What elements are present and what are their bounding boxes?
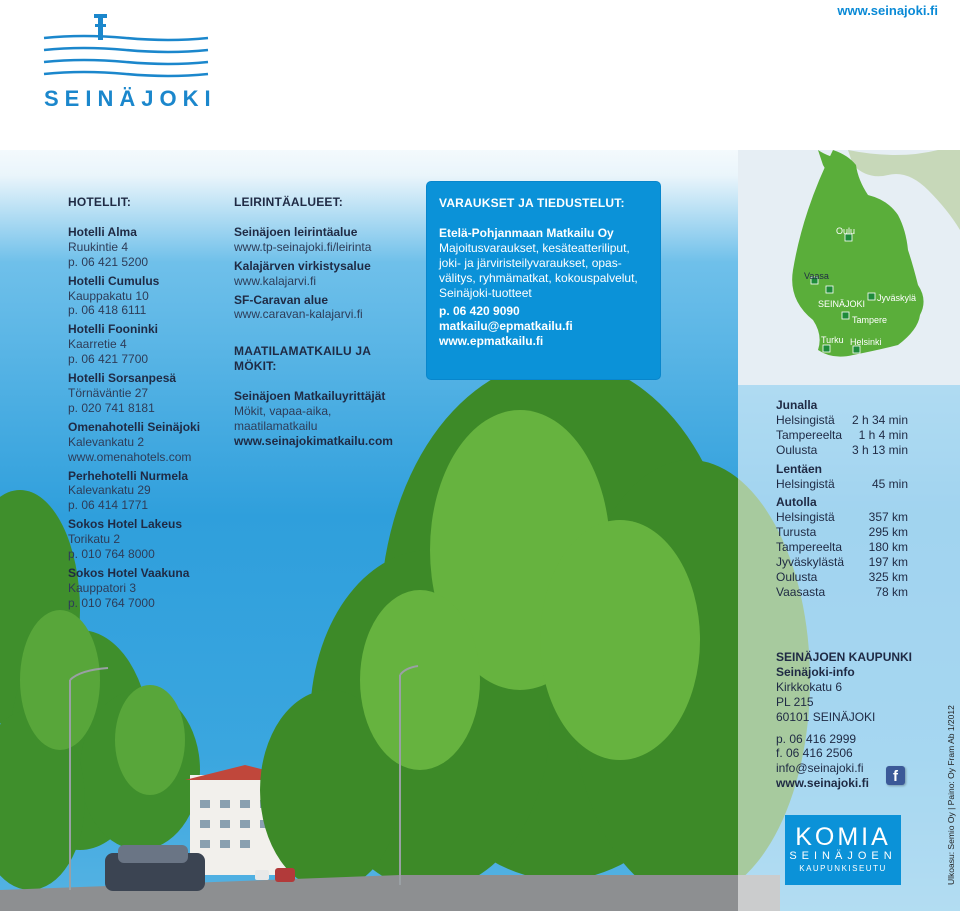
travel-from: Jyväskylästä — [776, 555, 845, 570]
hotel-entry — [68, 469, 218, 514]
map-label-tampere: Tampere — [852, 315, 888, 325]
bookings-heading: VARAUKSET JA TIEDUSTELUT: — [439, 196, 625, 210]
contact-street: Kirkkokatu 6 — [776, 679, 843, 694]
farm-heading: MAATILAMATKAILU JA MÖKIT: — [234, 344, 371, 373]
travel-row — [776, 585, 908, 600]
travel-row — [776, 525, 908, 540]
hotel-address: Törnäväntie 27 — [68, 385, 149, 400]
travel-from: Turusta — [776, 525, 817, 540]
bookings-box — [427, 182, 660, 379]
hotel-entry — [68, 566, 218, 611]
campsite-url[interactable]: www.kalajarvi.fi — [234, 273, 317, 288]
hotel-entry — [68, 420, 218, 465]
hotel-contact: p. 06 418 6111 — [68, 303, 147, 318]
travel-from: Helsingistä — [776, 476, 835, 491]
bookings-email[interactable]: matkailu@epmatkailu.fi — [439, 319, 573, 334]
hotel-name: Hotelli Cumulus — [68, 273, 160, 288]
campsite-url[interactable]: www.caravan-kalajarvi.fi — [234, 307, 363, 322]
hotel-contact: p. 06 414 1771 — [68, 498, 149, 513]
travel-time: 3 h 13 min — [851, 442, 908, 457]
helsinki-marker — [853, 346, 860, 353]
tampere-marker — [842, 312, 849, 319]
hotels-column — [68, 195, 218, 611]
bookings-desc-line: Majoitusvaraukset, kesäteatteriliput, — [439, 240, 630, 255]
hotel-entry — [68, 274, 218, 319]
komia-logo-line1: KOMIA — [795, 823, 891, 851]
travel-time: 45 min — [871, 476, 908, 491]
hotels-heading: HOTELLIT: — [68, 195, 132, 209]
map-label-vaasa: Vaasa — [804, 271, 829, 281]
hotel-contact: p. 020 741 8181 — [68, 400, 155, 415]
travel-time: 325 km — [868, 569, 908, 584]
farm-stays-column — [234, 344, 409, 448]
travel-from: Tampereelta — [776, 540, 843, 555]
seinajoki-marker — [826, 286, 833, 293]
hotel-entry — [68, 225, 218, 270]
hotel-entry — [68, 517, 218, 562]
travel-row — [776, 540, 908, 555]
contact-email[interactable]: info@seinajoki.fi — [776, 761, 864, 776]
travel-times — [776, 398, 908, 600]
campsites-column — [234, 195, 409, 322]
hotel-name: Sokos Hotel Vaakuna — [68, 565, 190, 580]
travel-time: 1 h 4 min — [858, 427, 908, 442]
map-label-seinajoki: SEINÄJOKI — [818, 299, 866, 309]
logo-wordmark: SEINÄJOKI — [44, 86, 217, 111]
hotel-address: Torikatu 2 — [68, 532, 121, 547]
farm-desc-line: maatilamatkailu — [234, 418, 318, 433]
campsite-name: Seinäjoen leirintäalue — [234, 224, 358, 239]
campsites-heading: LEIRINTÄALUEET: — [234, 195, 343, 209]
bookings-phone: p. 06 420 9090 — [439, 304, 520, 319]
farm-desc-line: Mökit, vapaa-aika, — [234, 403, 332, 418]
flight-heading: Lentäen — [776, 461, 823, 476]
travel-from: Oulusta — [776, 569, 818, 584]
travel-row — [776, 428, 908, 443]
farm-url[interactable]: www.seinajokimatkailu.com — [234, 433, 393, 448]
campsite-name: SF-Caravan alue — [234, 292, 329, 307]
komia-logo-line3: KAUPUNKISEUTU — [799, 864, 887, 873]
campsite-entry — [234, 259, 409, 289]
campsite-url[interactable]: www.tp-seinajoki.fi/leirinta — [234, 239, 372, 254]
hotel-address: Kauppakatu 10 — [68, 288, 149, 303]
hotel-address: Ruukintie 4 — [68, 239, 129, 254]
bookings-company: Etelä-Pohjanmaan Matkailu Oy — [439, 225, 614, 240]
hotel-address: Kauppatori 3 — [68, 580, 137, 595]
farm-name: Seinäjoen Matkailuyrittäjät — [234, 388, 386, 403]
hotel-contact[interactable]: www.omenahotels.com — [68, 449, 192, 464]
train-heading: Junalla — [776, 398, 818, 412]
site-url-link[interactable]: www.seinajoki.fi — [837, 3, 938, 18]
travel-from: Tampereelta — [776, 427, 843, 442]
bookings-desc-line: välitys, ryhmämatkat, kokouspalvelut, — [439, 270, 638, 285]
hotel-contact: p. 06 421 7700 — [68, 352, 149, 367]
campsite-name: Kalajärven virkistysalue — [234, 258, 371, 273]
campsite-entry — [234, 293, 409, 323]
komia-logo-line2: SEINÄJOEN — [789, 850, 897, 862]
hotel-address: Kalevankatu 2 — [68, 434, 145, 449]
finland-map — [738, 150, 960, 385]
map-label-helsinki: Helsinki — [850, 337, 882, 347]
map-label-oulu: Oulu — [836, 226, 856, 236]
travel-row — [776, 570, 908, 585]
hotel-address: Kaarretie 4 — [68, 337, 127, 352]
hotel-name: Hotelli Fooninki — [68, 322, 158, 337]
travel-time: 2 h 34 min — [851, 412, 908, 427]
contact-heading: SEINÄJOEN KAUPUNKI — [776, 650, 913, 664]
hotel-entry — [68, 322, 218, 367]
bookings-desc-line: Seinäjoki-tuotteet — [439, 285, 532, 300]
map-label-turku: Turku — [821, 335, 844, 345]
hotel-address: Kalevankatu 29 — [68, 483, 151, 498]
travel-time: 357 km — [868, 510, 908, 525]
travel-row — [776, 555, 908, 570]
travel-row — [776, 413, 908, 428]
bookings-desc-line: joki- ja järviristeilyvaraukset, opas- — [439, 255, 622, 270]
travel-from: Oulusta — [776, 442, 818, 457]
komia-logo — [785, 815, 901, 885]
travel-row — [776, 443, 908, 458]
contact-web[interactable]: www.seinajoki.fi — [776, 776, 869, 791]
contact-phone: p. 06 416 2999 — [776, 731, 857, 746]
hotel-entry — [68, 371, 218, 416]
car-heading: Autolla — [776, 495, 817, 510]
turku-marker — [823, 345, 830, 352]
contact-po-box: PL 215 — [776, 694, 814, 709]
hotel-name: Omenahotelli Seinäjoki — [68, 419, 201, 434]
travel-from: Helsingistä — [776, 412, 835, 427]
contact-office: Seinäjoki-info — [776, 664, 855, 679]
print-credit: Ulkoasu: Semio Oy | Paino: Oy Fram Ab 1/2012 — [946, 705, 956, 885]
bookings-web[interactable]: www.epmatkailu.fi — [439, 334, 544, 349]
travel-row — [776, 510, 908, 525]
hotel-name: Hotelli Alma — [68, 224, 137, 239]
map-label-jyvaskyla: Jyväskylä — [877, 293, 917, 303]
contact-fax: f. 06 416 2506 — [776, 746, 853, 761]
hotel-contact: p. 010 764 8000 — [68, 547, 155, 562]
travel-row — [776, 477, 908, 492]
travel-from: Vaasasta — [776, 584, 826, 599]
hotel-name: Perhehotelli Nurmela — [68, 468, 189, 483]
travel-time: 78 km — [875, 584, 908, 599]
travel-time: 197 km — [868, 555, 908, 570]
jyvaskyla-marker — [868, 293, 875, 300]
contact-postal: 60101 SEINÄJOKI — [776, 709, 876, 724]
hotel-name: Hotelli Sorsanpesä — [68, 371, 177, 386]
campsite-entry — [234, 225, 409, 255]
facebook-icon[interactable]: f — [886, 766, 905, 785]
travel-time: 180 km — [868, 540, 908, 555]
hotel-name: Sokos Hotel Lakeus — [68, 517, 183, 532]
travel-from: Helsingistä — [776, 510, 835, 525]
travel-time: 295 km — [868, 525, 908, 540]
hotel-contact: p. 06 421 5200 — [68, 254, 149, 269]
hotel-contact: p. 010 764 7000 — [68, 595, 155, 610]
